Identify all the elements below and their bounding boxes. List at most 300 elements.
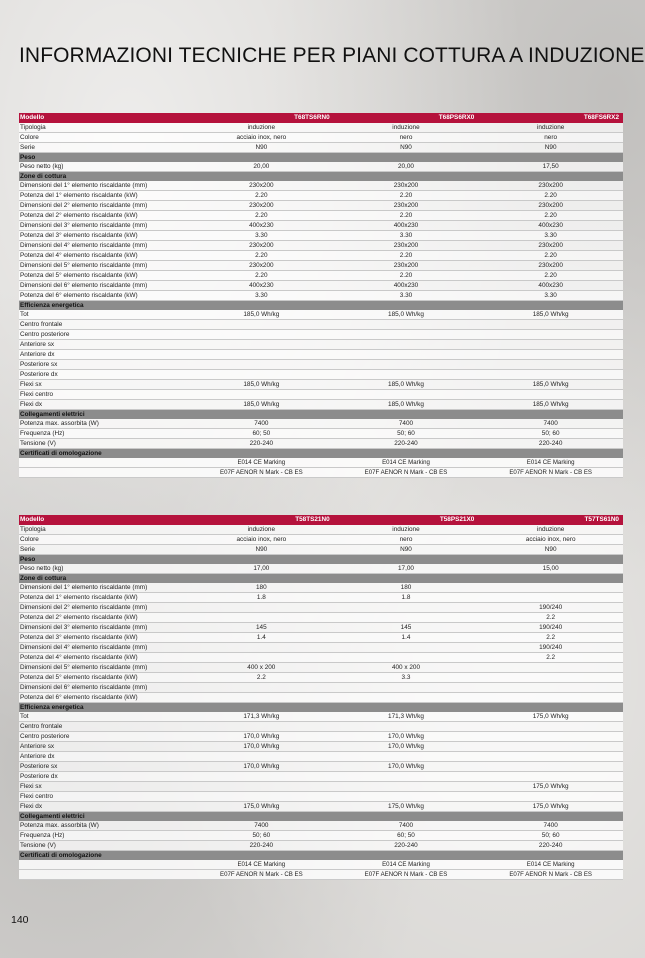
table-row <box>19 721 623 731</box>
row-label: Potenza del 4° elemento riscaldante (kW) <box>19 250 189 260</box>
cell-value: 2.20 <box>189 270 334 280</box>
cell-value: 230x200 <box>478 200 623 210</box>
table-row <box>19 682 623 692</box>
table-row <box>19 399 623 409</box>
cell-value <box>334 329 479 339</box>
cell-value: 1.8 <box>189 592 334 602</box>
model-name: T57TS61N0 <box>478 515 623 525</box>
row-label <box>19 860 189 870</box>
cell-value <box>478 554 623 564</box>
cell-value: 180 <box>189 583 334 593</box>
row-label <box>19 467 189 477</box>
cell-value: 230x200 <box>334 200 479 210</box>
cell-value <box>334 171 479 181</box>
cell-value: 2.20 <box>334 250 479 260</box>
row-label: Flexi sx <box>19 781 189 791</box>
cell-value <box>478 409 623 419</box>
cell-value: 230x200 <box>478 240 623 250</box>
table-header-row <box>19 113 623 123</box>
cell-value: 220-240 <box>478 438 623 448</box>
row-label: Centro frontale <box>19 319 189 329</box>
cell-value: 400x230 <box>334 220 479 230</box>
cell-value: 400 x 200 <box>334 662 479 672</box>
cell-value: 190/240 <box>478 622 623 632</box>
cell-value: induzione <box>478 123 623 133</box>
row-label: Anteriore sx <box>19 339 189 349</box>
row-label: Zone di cottura <box>19 573 189 583</box>
cell-value <box>334 702 479 712</box>
table-row <box>19 751 623 761</box>
table-row <box>19 123 623 133</box>
cell-value <box>478 349 623 359</box>
cell-value: acciaio inox, nero <box>478 534 623 544</box>
row-label: Posteriore sx <box>19 761 189 771</box>
table-row <box>19 622 623 632</box>
cell-value <box>478 448 623 458</box>
cell-value: 175,0 Wh/kg <box>478 801 623 811</box>
cell-value: induzione <box>189 525 334 535</box>
cell-value: induzione <box>189 123 334 133</box>
row-label: Dimensioni del 5° elemento riscaldante (mm) <box>19 662 189 672</box>
cell-value <box>189 702 334 712</box>
table-row <box>19 280 623 290</box>
cell-value: 50; 60 <box>334 428 479 438</box>
cell-value: N90 <box>478 142 623 152</box>
row-label: Peso netto (kg) <box>19 162 189 172</box>
cell-value <box>478 339 623 349</box>
table-row <box>19 544 623 554</box>
row-label: Flexi dx <box>19 399 189 409</box>
cell-value: 170,0 Wh/kg <box>334 761 479 771</box>
row-label: Dimensioni del 3° elemento riscaldante (mm) <box>19 220 189 230</box>
table-row <box>19 310 623 320</box>
table-row <box>19 181 623 191</box>
row-label: Potenza del 3° elemento riscaldante (kW) <box>19 632 189 642</box>
model-name: T68TS6RN0 <box>189 113 334 123</box>
cell-value <box>189 612 334 622</box>
row-label: Posteriore sx <box>19 359 189 369</box>
row-label: Dimensioni del 1° elemento riscaldante (mm) <box>19 583 189 593</box>
cell-value: E014 CE Marking <box>334 458 479 468</box>
cell-value <box>334 652 479 662</box>
cell-value <box>189 329 334 339</box>
cell-value: N90 <box>334 544 479 554</box>
table-row <box>19 712 623 722</box>
table-row <box>19 525 623 535</box>
cell-value <box>334 682 479 692</box>
cell-value: 230x200 <box>334 240 479 250</box>
cell-value <box>189 642 334 652</box>
cell-value: E014 CE Marking <box>478 860 623 870</box>
cell-value: 170,0 Wh/kg <box>189 741 334 751</box>
row-label: Peso <box>19 152 189 162</box>
table-row <box>19 761 623 771</box>
cell-value: 3.30 <box>478 230 623 240</box>
cell-value: 230x200 <box>189 200 334 210</box>
row-label: Dimensioni del 6° elemento riscaldante (mm) <box>19 280 189 290</box>
row-label: Tot <box>19 712 189 722</box>
table-row <box>19 270 623 280</box>
cell-value: E014 CE Marking <box>334 860 479 870</box>
cell-value: 230x200 <box>334 260 479 270</box>
cell-value <box>334 602 479 612</box>
cell-value <box>478 850 623 860</box>
cell-value: 60; 50 <box>334 830 479 840</box>
cell-value: N90 <box>189 544 334 554</box>
row-label: Dimensioni del 2° elemento riscaldante (mm) <box>19 200 189 210</box>
row-label: Centro posteriore <box>19 329 189 339</box>
row-label: Tipologia <box>19 123 189 133</box>
cell-value: 171,3 Wh/kg <box>334 712 479 722</box>
cell-value: 170,0 Wh/kg <box>334 731 479 741</box>
cell-value <box>189 369 334 379</box>
row-label: Potenza del 2° elemento riscaldante (kW) <box>19 612 189 622</box>
row-label: Dimensioni del 4° elemento riscaldante (mm) <box>19 240 189 250</box>
table-row <box>19 801 623 811</box>
cell-value: acciaio inox, nero <box>189 132 334 142</box>
row-label: Frequenza (Hz) <box>19 830 189 840</box>
cell-value <box>334 721 479 731</box>
page-title: INFORMAZIONI TECNICHE PER PIANI COTTURA A INDUZIONE <box>19 44 645 68</box>
cell-value <box>334 339 479 349</box>
cell-value: 230x200 <box>478 260 623 270</box>
cell-value: 145 <box>189 622 334 632</box>
cell-value: 185,0 Wh/kg <box>334 310 479 320</box>
cell-value: 2.20 <box>334 190 479 200</box>
table-row <box>19 632 623 642</box>
cell-value: 1.8 <box>334 592 479 602</box>
cell-value: 230x200 <box>189 181 334 191</box>
row-label: Serie <box>19 142 189 152</box>
cell-value <box>189 573 334 583</box>
cell-value <box>189 319 334 329</box>
cell-value <box>334 791 479 801</box>
cell-value: 220-240 <box>189 840 334 850</box>
cell-value: 20,00 <box>334 162 479 172</box>
certificate-row <box>19 458 623 468</box>
cell-value <box>189 682 334 692</box>
page-number: 140 <box>11 914 29 926</box>
cell-value <box>478 672 623 682</box>
table-row <box>19 142 623 152</box>
cell-value: 2.20 <box>189 190 334 200</box>
row-label: Colore <box>19 132 189 142</box>
row-label: Peso netto (kg) <box>19 564 189 574</box>
cell-value: 400x230 <box>478 280 623 290</box>
row-label: Colore <box>19 534 189 544</box>
cell-value <box>334 850 479 860</box>
table-row <box>19 319 623 329</box>
section-row <box>19 554 623 564</box>
cell-value <box>478 741 623 751</box>
table-row <box>19 428 623 438</box>
table-row <box>19 389 623 399</box>
section-row <box>19 300 623 310</box>
table-row <box>19 349 623 359</box>
table-row <box>19 359 623 369</box>
cell-value: 3.3 <box>334 672 479 682</box>
table-row <box>19 419 623 429</box>
cell-value: 185,0 Wh/kg <box>334 379 479 389</box>
row-label: Anteriore dx <box>19 349 189 359</box>
row-label: Potenza del 6° elemento riscaldante (kW) <box>19 692 189 702</box>
row-label: Efficienza energetica <box>19 300 189 310</box>
cell-value: 220-240 <box>189 438 334 448</box>
cell-value: N90 <box>189 142 334 152</box>
certificate-row <box>19 860 623 870</box>
cell-value <box>189 152 334 162</box>
cell-value <box>478 692 623 702</box>
cell-value: 2.2 <box>189 672 334 682</box>
cell-value <box>478 751 623 761</box>
cell-value: 185,0 Wh/kg <box>478 379 623 389</box>
cell-value <box>478 811 623 821</box>
row-label: Flexi centro <box>19 791 189 801</box>
cell-value <box>334 409 479 419</box>
table-row <box>19 220 623 230</box>
cell-value: 20,00 <box>189 162 334 172</box>
cell-value <box>189 349 334 359</box>
table-row <box>19 662 623 672</box>
cell-value <box>478 329 623 339</box>
cell-value: E014 CE Marking <box>189 458 334 468</box>
cell-value: 7400 <box>334 821 479 831</box>
cell-value <box>334 771 479 781</box>
cell-value: 170,0 Wh/kg <box>189 731 334 741</box>
cell-value: 2.20 <box>189 210 334 220</box>
cell-value <box>334 359 479 369</box>
cell-value <box>189 850 334 860</box>
table-row <box>19 840 623 850</box>
table-row <box>19 652 623 662</box>
cell-value: 60; 50 <box>189 428 334 438</box>
row-label: Tot <box>19 310 189 320</box>
cell-value: N90 <box>334 142 479 152</box>
cell-value: 2.20 <box>478 190 623 200</box>
cell-value <box>189 339 334 349</box>
row-label: Potenza max. assorbita (W) <box>19 821 189 831</box>
cell-value: 17,00 <box>189 564 334 574</box>
table-row <box>19 592 623 602</box>
cell-value <box>334 573 479 583</box>
row-label: Dimensioni del 5° elemento riscaldante (mm) <box>19 260 189 270</box>
section-row <box>19 573 623 583</box>
table-row <box>19 379 623 389</box>
row-label: Zone di cottura <box>19 171 189 181</box>
cell-value <box>478 319 623 329</box>
cell-value <box>189 554 334 564</box>
cell-value <box>478 791 623 801</box>
cell-value: 7400 <box>189 821 334 831</box>
cell-value: 220-240 <box>478 840 623 850</box>
row-label: Potenza max. assorbita (W) <box>19 419 189 429</box>
cell-value: induzione <box>334 525 479 535</box>
cell-value <box>189 721 334 731</box>
cell-value <box>189 171 334 181</box>
table-row <box>19 830 623 840</box>
row-label: Posteriore dx <box>19 369 189 379</box>
table-row <box>19 642 623 652</box>
table-row <box>19 741 623 751</box>
cell-value: nero <box>334 534 479 544</box>
cell-value <box>189 692 334 702</box>
cell-value: 185,0 Wh/kg <box>189 399 334 409</box>
section-row <box>19 448 623 458</box>
cell-value: induzione <box>334 123 479 133</box>
cell-value <box>334 389 479 399</box>
cell-value: nero <box>478 132 623 142</box>
cell-value: 145 <box>334 622 479 632</box>
cell-value <box>478 702 623 712</box>
cell-value: 220-240 <box>334 840 479 850</box>
row-label: Serie <box>19 544 189 554</box>
row-label: Certificati di omologazione <box>19 448 189 458</box>
table-row <box>19 791 623 801</box>
cell-value: induzione <box>478 525 623 535</box>
cell-value: 2.20 <box>334 210 479 220</box>
row-label: Potenza del 5° elemento riscaldante (kW) <box>19 672 189 682</box>
cell-value <box>334 448 479 458</box>
cell-value: E07F AENOR N Mark - CB ES <box>189 869 334 879</box>
table-row <box>19 534 623 544</box>
table-row <box>19 339 623 349</box>
cell-value <box>334 642 479 652</box>
cell-value <box>189 300 334 310</box>
table-row <box>19 438 623 448</box>
cell-value: 170,0 Wh/kg <box>334 741 479 751</box>
row-label: Flexi sx <box>19 379 189 389</box>
cell-value <box>478 171 623 181</box>
cell-value <box>478 761 623 771</box>
cell-value <box>478 369 623 379</box>
cell-value: E07F AENOR N Mark - CB ES <box>189 467 334 477</box>
cell-value: 1.4 <box>334 632 479 642</box>
cell-value: 175,0 Wh/kg <box>334 801 479 811</box>
cell-value <box>189 771 334 781</box>
cell-value: 3.30 <box>189 230 334 240</box>
table-row <box>19 240 623 250</box>
row-label: Dimensioni del 1° elemento riscaldante (mm) <box>19 181 189 191</box>
row-label: Dimensioni del 3° elemento riscaldante (mm) <box>19 622 189 632</box>
cell-value <box>478 731 623 741</box>
table-row <box>19 200 623 210</box>
cell-value: 185,0 Wh/kg <box>478 310 623 320</box>
cell-value: 185,0 Wh/kg <box>189 310 334 320</box>
table-row <box>19 781 623 791</box>
table-row <box>19 329 623 339</box>
row-label: Potenza del 3° elemento riscaldante (kW) <box>19 230 189 240</box>
cell-value: 17,00 <box>334 564 479 574</box>
table-row <box>19 290 623 300</box>
cell-value <box>189 359 334 369</box>
cell-value: 2.20 <box>478 210 623 220</box>
row-label: Potenza del 5° elemento riscaldante (kW) <box>19 270 189 280</box>
row-label: Anteriore dx <box>19 751 189 761</box>
cell-value: 185,0 Wh/kg <box>334 399 479 409</box>
cell-value <box>478 592 623 602</box>
cell-value: 400x230 <box>478 220 623 230</box>
row-label: Tensione (V) <box>19 438 189 448</box>
table-row <box>19 564 623 574</box>
row-label: Tipologia <box>19 525 189 535</box>
cell-value: 400x230 <box>189 220 334 230</box>
cell-value <box>334 349 479 359</box>
cell-value <box>189 652 334 662</box>
cell-value: 2.2 <box>478 652 623 662</box>
cell-value <box>478 359 623 369</box>
cell-value: nero <box>334 132 479 142</box>
cell-value: 220-240 <box>334 438 479 448</box>
table-header-row <box>19 515 623 525</box>
cell-value: 190/240 <box>478 642 623 652</box>
cell-value: E014 CE Marking <box>189 860 334 870</box>
section-row <box>19 409 623 419</box>
cell-value: 7400 <box>478 821 623 831</box>
cell-value <box>334 811 479 821</box>
cell-value: 2.20 <box>478 250 623 260</box>
row-label: Potenza del 1° elemento riscaldante (kW) <box>19 190 189 200</box>
spec-table-2 <box>19 515 623 880</box>
row-label: Anteriore sx <box>19 741 189 751</box>
cell-value: acciaio inox, nero <box>189 534 334 544</box>
row-label: Dimensioni del 6° elemento riscaldante (mm) <box>19 682 189 692</box>
header-label: Modello <box>19 515 189 525</box>
cell-value: 7400 <box>478 419 623 429</box>
table-row <box>19 731 623 741</box>
cell-value: N90 <box>478 544 623 554</box>
cell-value: 170,0 Wh/kg <box>189 761 334 771</box>
cell-value: 175,0 Wh/kg <box>478 712 623 722</box>
table-row <box>19 771 623 781</box>
cell-value: 400 x 200 <box>189 662 334 672</box>
cell-value <box>478 300 623 310</box>
cell-value: 230x200 <box>189 260 334 270</box>
cell-value <box>189 791 334 801</box>
section-row <box>19 702 623 712</box>
cell-value: 171,3 Wh/kg <box>189 712 334 722</box>
cell-value <box>334 554 479 564</box>
cell-value: 230x200 <box>478 181 623 191</box>
cell-value: E07F AENOR N Mark - CB ES <box>334 869 479 879</box>
row-label: Collegamenti elettrici <box>19 811 189 821</box>
cell-value: 50; 60 <box>478 428 623 438</box>
cell-value <box>334 612 479 622</box>
cell-value: 400x230 <box>334 280 479 290</box>
cell-value: 185,0 Wh/kg <box>189 379 334 389</box>
model-name: T58PS21X0 <box>334 515 479 525</box>
cell-value: E014 CE Marking <box>478 458 623 468</box>
row-label: Collegamenti elettrici <box>19 409 189 419</box>
cell-value: 50; 60 <box>478 830 623 840</box>
cell-value: 185,0 Wh/kg <box>478 399 623 409</box>
section-row <box>19 152 623 162</box>
row-label: Posteriore dx <box>19 771 189 781</box>
section-row <box>19 171 623 181</box>
cell-value <box>189 409 334 419</box>
row-label: Frequenza (Hz) <box>19 428 189 438</box>
cell-value: E07F AENOR N Mark - CB ES <box>478 467 623 477</box>
row-label: Flexi dx <box>19 801 189 811</box>
row-label: Potenza del 6° elemento riscaldante (kW) <box>19 290 189 300</box>
certificate-row <box>19 467 623 477</box>
cell-value <box>478 152 623 162</box>
table-row <box>19 612 623 622</box>
cell-value: 400x230 <box>189 280 334 290</box>
cell-value <box>334 781 479 791</box>
table-row <box>19 692 623 702</box>
cell-value: 2.20 <box>478 270 623 280</box>
cell-value: 15,00 <box>478 564 623 574</box>
